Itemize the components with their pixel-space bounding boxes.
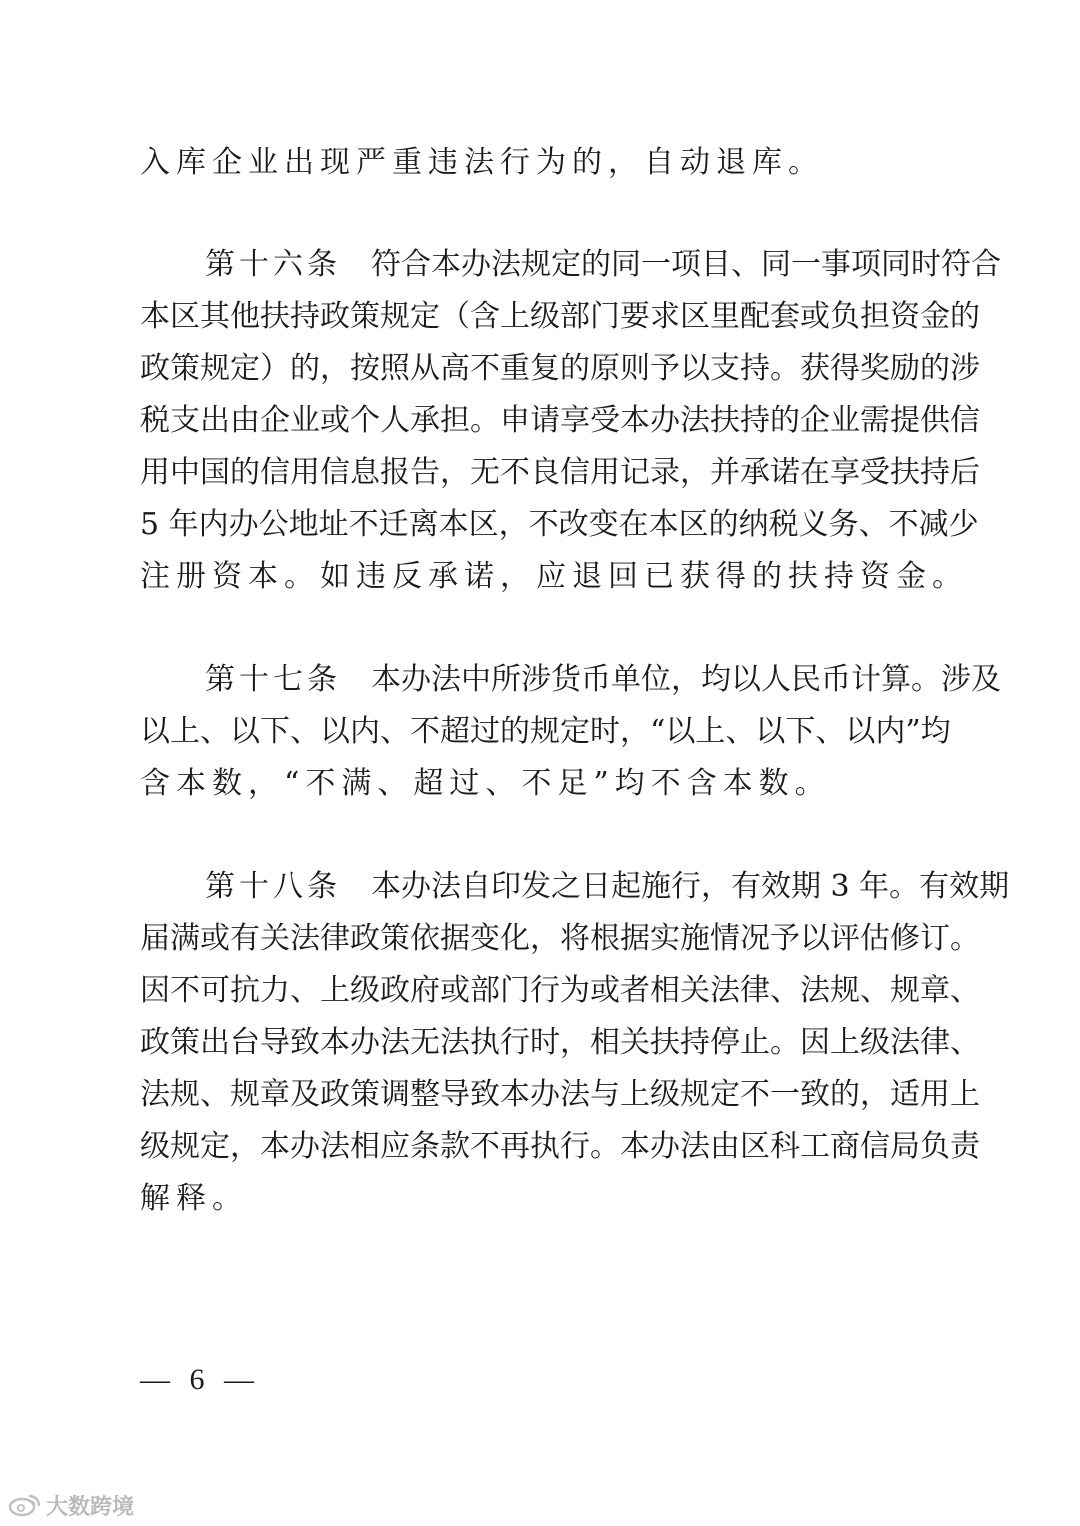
paragraph-line: 政策出台导致本办法无法执行时，相关扶持停止。因上级法律、 bbox=[140, 1025, 980, 1060]
article-18-first-line bbox=[205, 867, 1010, 907]
paragraph-line: 含本数，“不满、超过、不足”均不含本数。 bbox=[140, 766, 831, 801]
paragraph-line: 本办法中所涉货币单位，均以人民币计算。涉及 bbox=[371, 662, 1001, 697]
article-16-first-line bbox=[205, 245, 1001, 285]
paragraph-line: 注册资本。如违反承诺，应退回已获得的扶持资金。 bbox=[140, 559, 968, 594]
paragraph-line: 解释。 bbox=[140, 1181, 248, 1216]
paragraph-line: 法规、规章及政策调整导致本办法与上级规定不一致的，适用上 bbox=[140, 1077, 980, 1112]
paragraph-line: 以上、以下、以内、不超过的规定时，“以上、以下、以内”均 bbox=[140, 714, 951, 749]
paragraph-line: 届满或有关法律政策依据变化，将根据实施情况予以评估修订。 bbox=[140, 921, 980, 956]
article-label: 第十七条 bbox=[205, 662, 341, 697]
article-17-first-line bbox=[205, 660, 1001, 700]
paragraph-line: 5 年内办公地址不迁离本区，不改变在本区的纳税义务、不减少 bbox=[140, 507, 979, 542]
paragraph-line: 入库企业出现严重违法行为的，自动退库。 bbox=[140, 145, 824, 180]
paragraph-line: 符合本办法规定的同一项目、同一事项同时符合 bbox=[371, 247, 1001, 282]
watermark bbox=[8, 1490, 134, 1520]
paragraph-line: 税支出由企业或个人承担。申请享受本办法扶持的企业需提供信 bbox=[140, 403, 980, 438]
page-number: — 6 — bbox=[140, 1363, 260, 1396]
paragraph-line: 本办法自印发之日起施行，有效期 3 年。有效期 bbox=[371, 869, 1010, 904]
paragraph-line: 因不可抗力、上级政府或部门行为或者相关法律、法规、规章、 bbox=[140, 973, 980, 1008]
paragraph-line: 用中国的信用信息报告，无不良信用记录，并承诺在享受扶持后 bbox=[140, 455, 980, 490]
article-label: 第十六条 bbox=[205, 247, 341, 282]
watermark-text: 大数跨境 bbox=[46, 1494, 135, 1520]
paragraph-line: 政策规定）的，按照从高不重复的原则予以支持。获得奖励的涉 bbox=[140, 351, 980, 386]
weibo-logo-icon bbox=[8, 1492, 42, 1518]
paragraph-line: 本区其他扶持政策规定（含上级部门要求区里配套或负担资金的 bbox=[140, 299, 980, 334]
article-label: 第十八条 bbox=[205, 869, 341, 904]
paragraph-line: 级规定，本办法相应条款不再执行。本办法由区科工商信局负责 bbox=[140, 1129, 980, 1164]
